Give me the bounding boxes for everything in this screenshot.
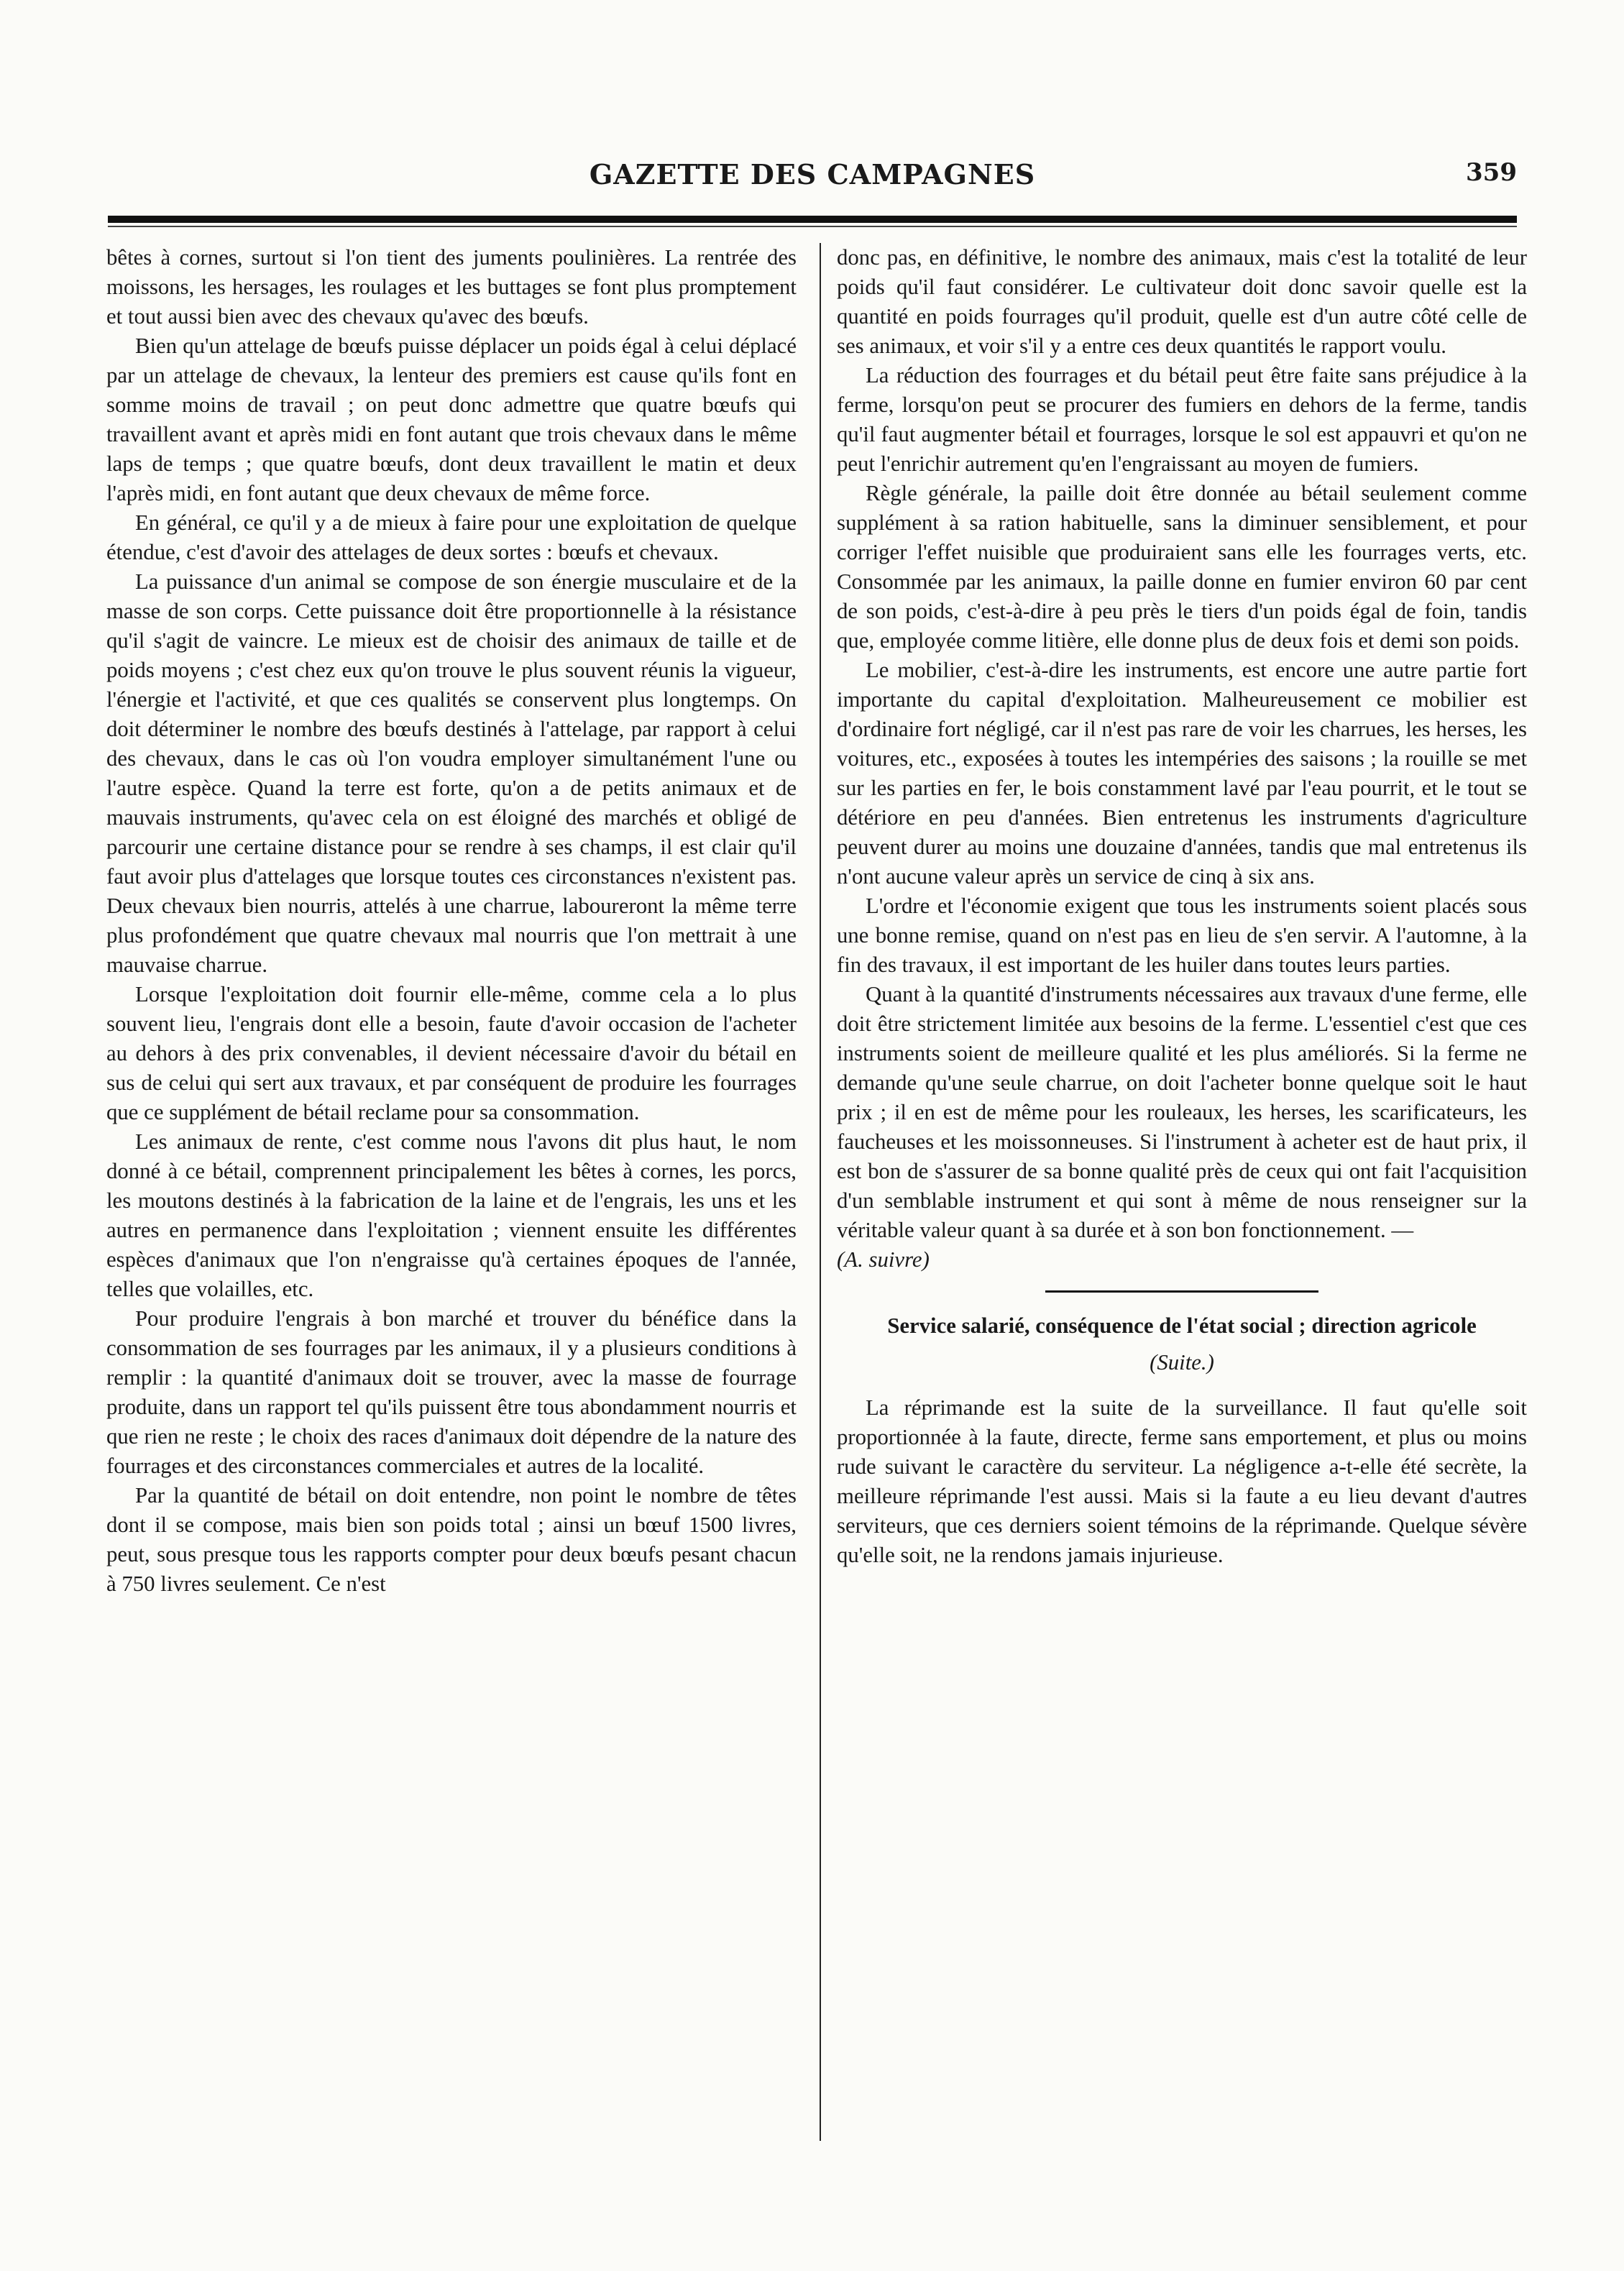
paragraph: donc pas, en définitive, le nombre des animaux, mais c'est la totalité de leur poids qu'il faut considérer. Le cultivateur doit donc savoir quelle est la quantité en poids fourrages qu'il produit, quelle est d'un autre côté celle de ses animaux, et voir s'il y a entre ces deux quantités le rapport voulu.: [837, 245, 1527, 358]
paragraph: La réduction des fourrages et du bétail peut être faite sans préjudice à la ferme, lorsqu'on peut se procurer des fumiers en dehors de la ferme, tandis qu'il faut augmenter bétail et fourrages, lorsque le sol est appauvri et qu'on ne peut l'enrichir autrement qu'en l'engraissant au moyen de fumiers.: [837, 363, 1527, 476]
paragraph: La puissance d'un animal se compose de son énergie musculaire et de la masse de son corps. Cette puissance doit être proportionnelle à la résistance qu'il s'agit de vaincre. Le mieux est de choisir des animaux de taille et de poids moyens ; c'est chez eux qu'on trouve le plus souvent réunis la vigueur, l'énergie et l'activité, et que ces qualités se conservent plus longtemps. On doit déterminer le nombre des bœufs destinés à l'attelage, par rapport à celui des chevaux, dans le cas où l'on voudra employer simultanément l'une ou l'autre espèce. Quand la terre est forte, qu'on a de petits animaux et de mauvais instruments, qu'avec cela on est éloigné des marchés et obligé de parcourir une certaine distance pour se rendre à ses champs, il est clair qu'il faut avoir plus d'attelages que lorsque toutes ces circonstances n'existent pas. Deux chevaux bien nourris, attelés à une charrue, laboureront la même terre plus profondément que quatre chevaux mal nourris que l'on mettrait à une mauvaise charrue.: [106, 569, 797, 977]
to-be-continued: (A. suivre): [837, 1247, 930, 1272]
section-rule: [1045, 1290, 1318, 1293]
section-title: Service salarié, conséquence de l'état social ; direction agricole: [887, 1313, 1477, 1338]
right-column: [837, 243, 1527, 1570]
header-rule-thin: [108, 226, 1517, 227]
paragraph: Pour produire l'engrais à bon marché et trouver du bénéfice dans la consommation de ses fourrages par les animaux, il y a plusieurs conditions à remplir : la quantité d'animaux doit se trouver, avec la masse de fourrage produite, dans un rapport tel qu'ils puissent être tous abondamment nourris et que rien ne reste ; le choix des races d'animaux doit dépendre de la nature des fourrages et des circonstances commerciales et autres de la localité.: [106, 1306, 797, 1478]
paragraph: L'ordre et l'économie exigent que tous les instruments soient placés sous une bonne remise, quand on n'est pas en lieu de s'en servir. A l'automne, à la fin des travaux, il est important de les huiler dans toutes leurs parties.: [837, 894, 1527, 977]
paragraph: Par la quantité de bétail on doit entendre, non point le nombre de têtes dont il se compose, mais bien son poids total ; ainsi un bœuf 1500 livres, peut, sous presque tous les rapports compter pour deux bœufs pesant chacun à 750 livres seulement. Ce n'est: [106, 1483, 797, 1596]
left-column: [106, 243, 797, 1599]
newspaper-title: GAZETTE DES CAMPAGNES: [589, 158, 1036, 191]
paragraph: Lorsque l'exploitation doit fournir elle-même, comme cela a lo plus souvent lieu, l'engrais dont elle a besoin, faute d'avoir occasion de l'acheter au dehors à des prix convenables, il devient nécessaire d'avoir du bétail en sus de celui qui sert aux travaux, et par conséquent de produire les fourrages que ce supplément de bétail reclame pour sa consommation.: [106, 982, 797, 1124]
page-header: [108, 158, 1517, 201]
paragraph: Le mobilier, c'est-à-dire les instruments, est encore une autre partie fort importante du capital d'exploitation. Malheureusement ce mobilier est d'ordinaire fort négligé, car il n'est pas rare de voir les charrues, les herses, les voitures, etc., exposées à toutes les intempéries des saisons ; la rouille se met sur les parties en fer, le bois constamment lavé par l'eau pourrit, et le tout se détériore en peu d'années. Bien entretenus les instruments d'agriculture peuvent durer au moins une douzaine d'années, tandis que mal entretenus ils n'ont aucune valeur après un service de cinq à six ans.: [837, 658, 1527, 889]
header-rule: [108, 216, 1517, 223]
section-suite: (Suite.): [1150, 1350, 1214, 1375]
paragraph: Les animaux de rente, c'est comme nous l'avons dit plus haut, le nom donné à ce bétail, comprennent principalement les bêtes à cornes, les porcs, les moutons destinés à la fabrication de la laine et de l'engrais, les uns et les autres en permanence dans l'exploitation ; viennent ensuite les différentes espèces d'animaux que l'on n'engraisse qu'à certaines époques de l'année, telles que volailles, etc.: [106, 1129, 797, 1301]
paragraph: bêtes à cornes, surtout si l'on tient des juments poulinières. La rentrée des moissons, les hersages, les roulages et les buttages se font plus promptement et tout aussi bien avec des chevaux qu'avec des bœufs.: [106, 245, 797, 329]
paragraph: Règle générale, la paille doit être donnée au bétail seulement comme supplément à sa ration habituelle, sans la diminuer sensiblement, et pour corriger l'effet nuisible que produiraient sans elle les fourrages verts, etc. Consommée par les animaux, la paille donne en fumier environ 60 par cent de son poids, c'est-à-dire à peu près le tiers d'un poids égal de foin, tandis que, employée comme litière, elle donne plus de deux fois et demi son poids.: [837, 481, 1527, 653]
paragraph: En général, ce qu'il y a de mieux à faire pour une exploitation de quelque étendue, c'est d'avoir des attelages de deux sortes : bœufs et chevaux.: [106, 510, 797, 564]
paragraph: Quant à la quantité d'instruments nécessaires aux travaux d'une ferme, elle doit être strictement limitée aux besoins de la ferme. L'essentiel c'est que ces instruments soient de meilleure qualité et les plus améliorés. Si la ferme ne demande qu'une seule charrue, on doit l'acheter bonne quelque soit le haut prix ; il en est de même pour les rouleaux, les herses, les scarificateurs, les faucheuses et les moissonneuses. Si l'instrument à acheter est de haut prix, il est bon de s'assurer de sa bonne qualité près de ceux qui ont fait l'acquisition d'un semblable instrument et qui sont à même de nous renseigner sur la véritable valeur quant à sa durée et à son bon fonctionnement. —: [837, 982, 1527, 1242]
column-separator: [820, 243, 821, 2141]
paragraph: Bien qu'un attelage de bœufs puisse déplacer un poids égal à celui déplacé par un attelage de chevaux, la lenteur des premiers est cause qu'ils font en somme moins de travail ; on peut donc admettre que quatre bœufs qui travaillent avant et après midi en font autant que trois chevaux dans le même laps de temps ; que quatre bœufs, dont deux travaillent le matin et deux l'après midi, en font autant que deux chevaux de même force.: [106, 334, 797, 505]
page-number: 359: [1466, 158, 1517, 187]
paragraph: La réprimande est la suite de la surveillance. Il faut qu'elle soit proportionnée à la faute, directe, ferme sans emportement, et plus ou moins rude suivant le caractère du serviteur. La négligence a-t-elle été secrète, la meilleure réprimande l'est aussi. Mais si la faute a eu lieu devant d'autres serviteurs, que ces derniers soient témoins de la réprimande. Quelque sévère qu'elle soit, ne la rendons jamais injurieuse.: [837, 1395, 1527, 1567]
